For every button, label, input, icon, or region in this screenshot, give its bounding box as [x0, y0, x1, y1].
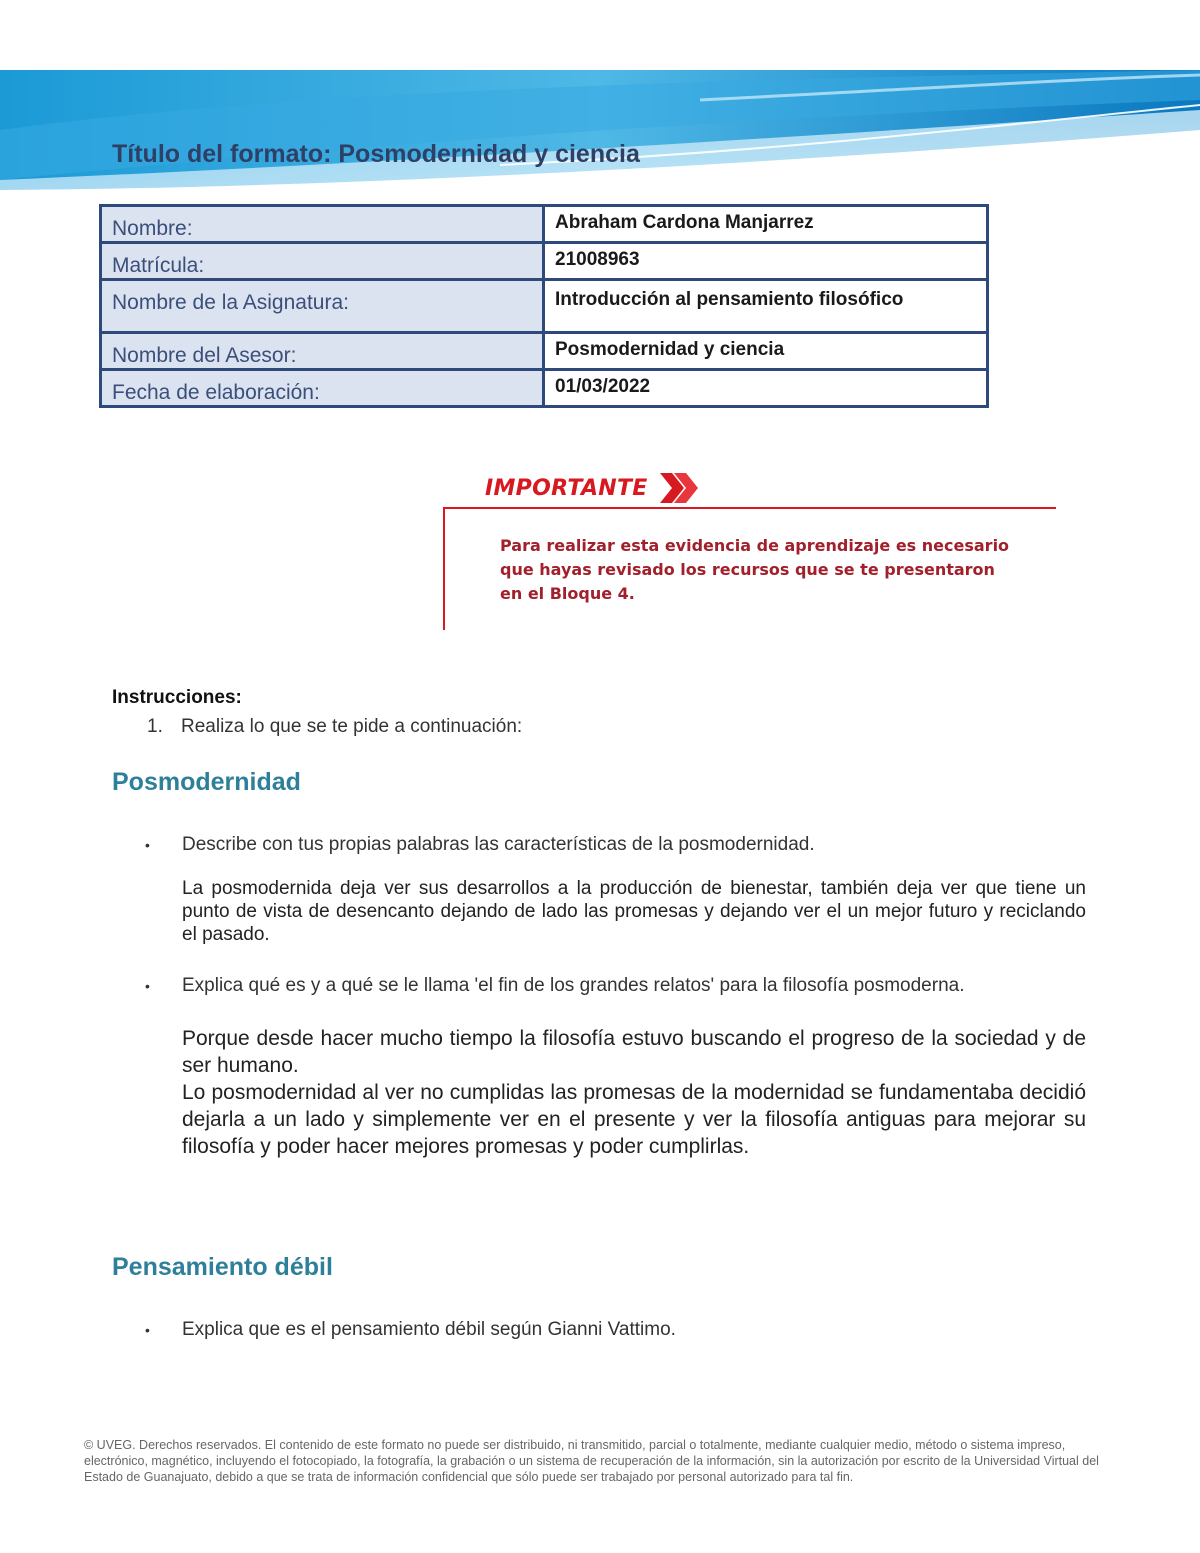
info-table	[99, 204, 989, 408]
bullet-icon: •	[145, 977, 150, 994]
name-value: Abraham Cardona Manjarrez	[544, 206, 988, 243]
question-text: Explica qué es y a qué se le llama 'el fin de los grandes relatos' para la filosofía posmoderna.	[182, 975, 965, 996]
importante-text: Para realizar esta evidencia de aprendizaje es necesario que hayas revisado los recursos que se te presentaron en el Bloque 4.	[500, 536, 1010, 603]
table-row	[101, 333, 988, 370]
question-text: Explica que es el pensamiento débil según Gianni Vattimo.	[182, 1319, 676, 1340]
enrollment-value: 21008963	[544, 243, 988, 280]
advisor-label: Nombre del Asesor:	[101, 333, 544, 370]
table-row	[101, 243, 988, 280]
list-item	[145, 1319, 676, 1341]
table-row	[101, 370, 988, 407]
instruction-item	[147, 716, 522, 738]
section-heading-pensamiento-debil: Pensamiento débil	[112, 1253, 333, 1281]
instruction-text: Realiza lo que se te pide a continuación:	[181, 716, 523, 737]
subject-value: Introducción al pensamiento filosófico	[544, 280, 988, 333]
table-row	[101, 206, 988, 243]
table-row	[101, 280, 988, 333]
bullet-icon: •	[145, 1321, 150, 1338]
importante-header	[485, 470, 700, 506]
answer-text: La posmodernida deja ver sus desarrollos a la producción de bienestar, también deja ver que tiene un punto de vista de desencanto dejando de lado las promesas y dejando ver el un mejor futuro y reciclando el pasado.	[182, 878, 1086, 945]
enrollment-label: Matrícula:	[101, 243, 544, 280]
instruction-number: 1.	[147, 716, 163, 737]
subject-label: Nombre de la Asignatura:	[101, 280, 544, 333]
bullet-icon: •	[145, 836, 150, 853]
question-text: Describe con tus propias palabras las características de la posmodernidad.	[182, 834, 815, 855]
instructions-heading: Instrucciones:	[112, 687, 242, 708]
section-heading-posmodernidad: Posmodernidad	[112, 768, 301, 796]
copyright-footer: © UVEG. Derechos reservados. El contenido de este formato no puede ser distribuido, ni transmitido, parcial o totalmente, mediante cualquier medio, método o sistema impreso, electrónico, magnético, incluyendo el fotocopiado, la fotografía, la grabación o un sistema de recuperación de la información, sin la autorización por escrito de la Universidad Virtual del Estado de Guanajuato, debido a que se trata de información confidencial que sólo puede ser trabajado por personal autorizado para tal fin.	[84, 1438, 1099, 1484]
advisor-value: Posmodernidad y ciencia	[544, 333, 988, 370]
date-value: 01/03/2022	[544, 370, 988, 407]
importante-divider	[443, 507, 1056, 509]
answer-text	[182, 1025, 1086, 1160]
list-item	[145, 975, 964, 997]
name-label: Nombre:	[101, 206, 544, 243]
importante-border	[443, 507, 445, 630]
date-label: Fecha de elaboración:	[101, 370, 544, 407]
importante-label: IMPORTANTE	[485, 475, 648, 501]
page-title: Título del formato: Posmodernidad y ciencia	[112, 140, 640, 168]
answer-paragraph: Lo posmodernidad al ver no cumplidas las promesas de la modernidad se fundamentaba decidió dejarla a un lado y simplemente ver en el presente y ver la filosofía antiguas para mejorar su filosofía y poder hacer mejores promesas y poder cumplirlas.	[182, 1081, 1086, 1158]
list-item	[145, 834, 815, 856]
answer-paragraph: Porque desde hacer mucho tiempo la filosofía estuvo buscando el progreso de la sociedad y de ser humano.	[182, 1027, 1086, 1077]
double-chevron-icon	[658, 470, 700, 506]
